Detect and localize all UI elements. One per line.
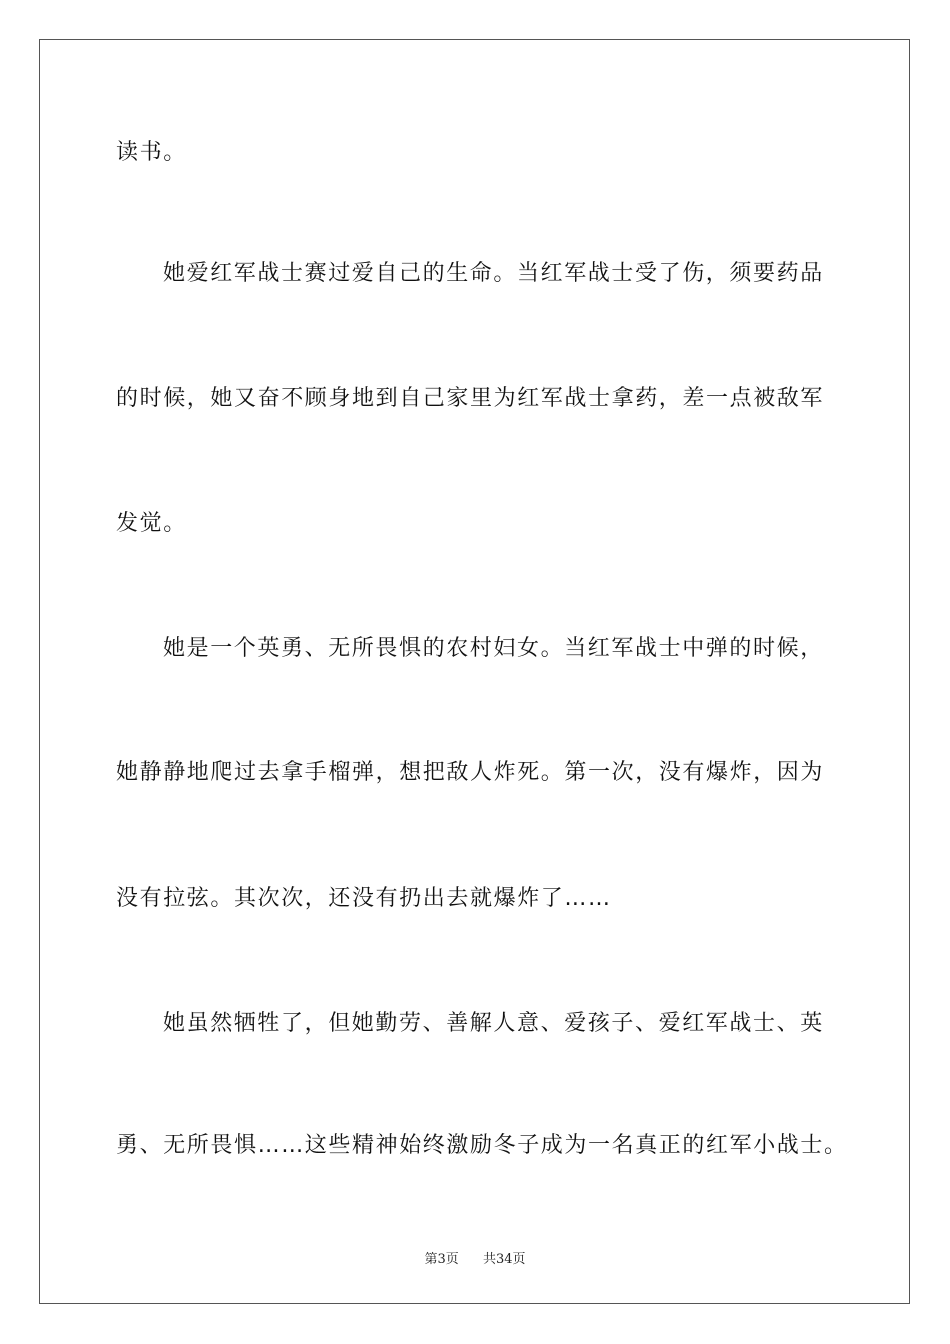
text-line-6: 她静静地爬过去拿手榴弹，想把敌人炸死。第一次，没有爆炸，因为 (116, 760, 825, 785)
text-line-2: 她爱红军战士赛过爱自己的生命。当红军战士受了伤，须要药品 (163, 261, 824, 286)
page-border (39, 39, 910, 1304)
total-pages: 共34页 (483, 1252, 526, 1267)
text-line-3: 的时候，她又奋不顾身地到自己家里为红军战士拿药，差一点被敌军 (116, 386, 825, 411)
text-line-9: 勇、无所畏惧……这些精神始终激励冬子成为一名真正的红军小战士。 (116, 1133, 848, 1158)
text-line-4: 发觉。 (116, 511, 187, 536)
page-footer (0, 1248, 950, 1267)
text-line-1: 读书。 (116, 140, 187, 165)
page-number: 第3页 (424, 1252, 459, 1267)
text-line-8: 她虽然牺牲了，但她勤劳、善解人意、爱孩子、爱红军战士、英 (163, 1011, 824, 1036)
text-line-5: 她是一个英勇、无所畏惧的农村妇女。当红军战士中弹的时候， (163, 636, 824, 661)
text-line-7: 没有拉弦。其次次，还没有扔出去就爆炸了…… (116, 886, 612, 911)
